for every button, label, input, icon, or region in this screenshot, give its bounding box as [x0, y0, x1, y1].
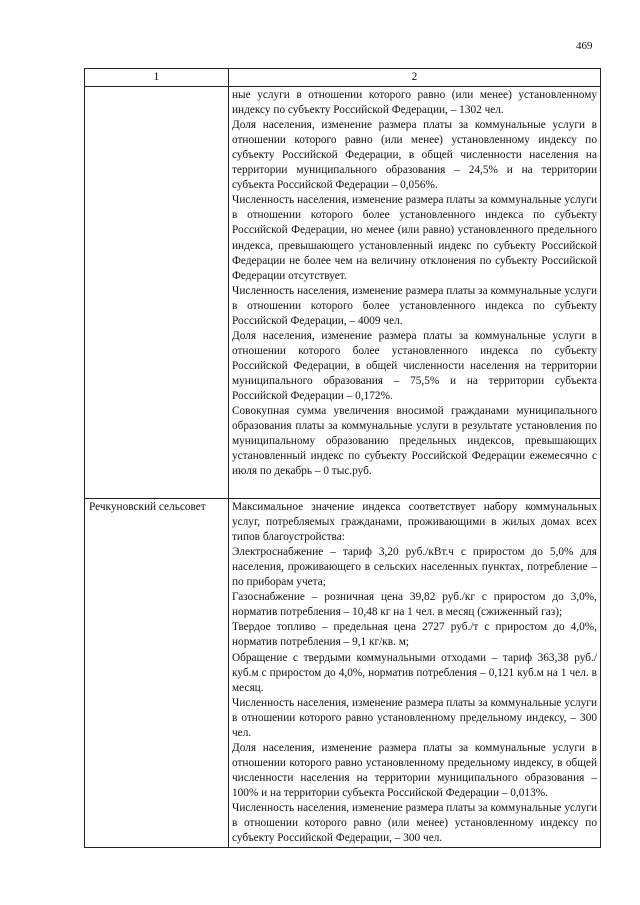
paragraph: Доля населения, изменение размера платы за коммунальные услуги в отношении которого равно установленному предельному индексу, в общей численности населения на территории муниципального образования – 100% и на территории субъекта Российской Федерации – 0,013%. — [232, 741, 597, 799]
page-number: 469 — [576, 40, 593, 52]
paragraph: Совокупная сумма увеличения вносимой гражданами муниципального образования платы за коммунальные услуги в результате установления по муниципальному образованию предельных индексов, превышающих установленный индекс по субъекту Российской Федерации ежемесячно с июля по декабрь – 0 тыс.руб. — [232, 405, 597, 478]
municipality-cell: Речкуновский сельсовет — [85, 499, 229, 848]
paragraph: Доля населения, изменение размера платы за коммунальные услуги в отношении которого более установленного индекса по субъекту Российской Федерации, в общей численности населения на территории муниципального образования – 75,5% и на территории субъекта Российской Федерации – 0,172%. — [232, 329, 597, 402]
paragraph: Численность населения, изменение размера платы за коммунальные услуги в отношении которого более установленного индекса по субъекту Российской Федерации, – 4009 чел. — [232, 284, 597, 327]
paragraph: ные услуги в отношении которого равно (или менее) установленному индексу по субъекту Российской Федерации, – 1302 чел. — [232, 89, 597, 117]
paragraph: Твердое топливо – предельная цена 2727 руб./т с приростом до 4,0%, норматив потребления – 9,1 кг/кв. м; — [232, 621, 597, 649]
description-cell — [229, 499, 601, 848]
table-row — [85, 87, 601, 499]
paragraph: Численность населения, изменение размера платы за коммунальные услуги в отношении которого равно (или менее) установленному индексу по субъекту Российской Федерации, – 300 чел. — [232, 801, 597, 845]
paragraph: Электроснабжение – тариф 3,20 руб./кВт.ч с приростом до 5,0% для населения, проживающего в сельских населенных пунктах, потребление – по приборам учета; — [232, 546, 597, 589]
column-header-2: 2 — [229, 69, 601, 87]
table-header-row — [85, 69, 601, 87]
column-header-1: 1 — [85, 69, 229, 87]
paragraph: Газоснабжение – розничная цена 39,82 руб./кг с приростом до 3,0%, норматив потребления – 10,48 кг на 1 чел. в месяц (сжиженный газ); — [232, 591, 597, 619]
paragraph: Обращение с твердыми коммунальными отходами – тариф 363,38 руб./куб.м с приростом до 4,0%, норматив потребления – 0,121 куб.м на 1 чел. в месяц. — [232, 651, 597, 694]
table-row — [85, 499, 601, 848]
paragraph: Доля населения, изменение размера платы за коммунальные услуги в отношении которого равно (или менее) установленному индексу по субъекту Российской Федерации, в общей численности населения на территории муниципального образования – 24,5% и на территории субъекта Российской Федерации – 0,056%. — [232, 119, 597, 192]
paragraph: Максимальное значение индекса соответствует набору коммунальных услуг, потребляемых гражданами, проживающими в жилых домах всех типов благоустройства: — [232, 501, 597, 544]
paragraph: Численность населения, изменение размера платы за коммунальные услуги в отношении которого более установленного индекса по субъекту Российской Федерации, но менее (или равно) установленного предельного индекса, превышающего установленный индекс по субъекту Российской Федерации не более чем на величину отклонения по субъекту Российской Федерации отсутствует. — [232, 194, 597, 282]
municipality-cell — [85, 87, 229, 499]
description-cell — [229, 87, 601, 499]
document-table — [84, 68, 601, 848]
paragraph: Численность населения, изменение размера платы за коммунальные услуги в отношении которого равно установленному предельному индексу, – 300 чел. — [232, 696, 597, 739]
